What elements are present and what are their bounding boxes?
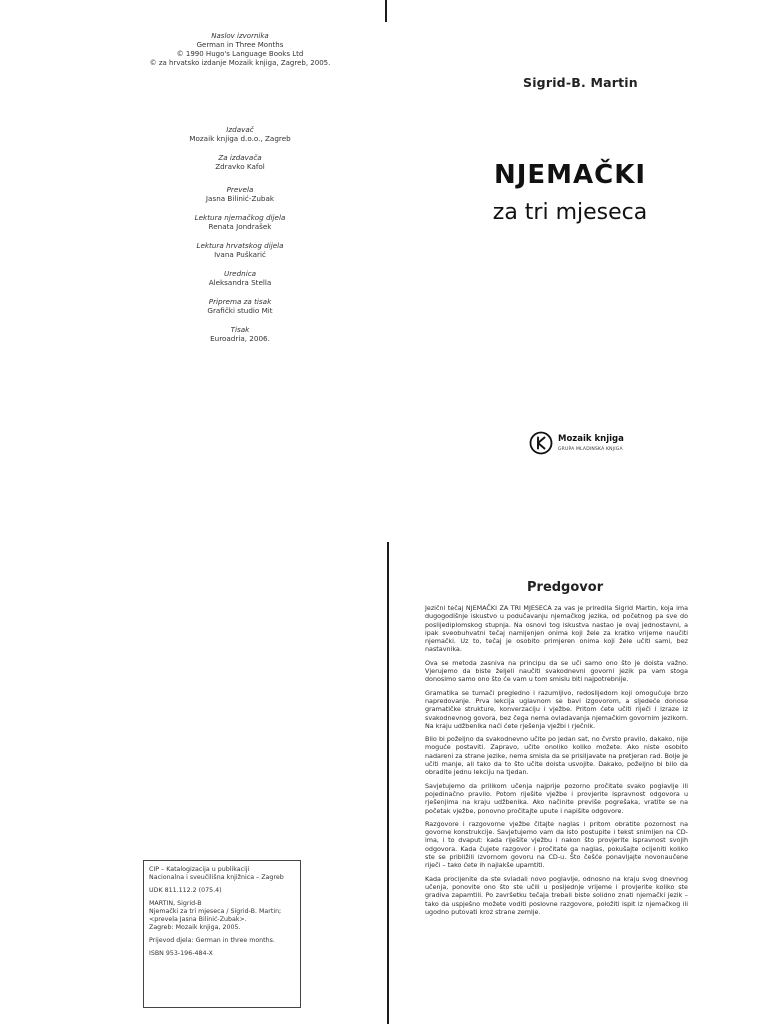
cip-line: Nacionalna i sveučilišna knjižnica – Zagreb (149, 874, 284, 881)
publisher-logo (529, 431, 649, 461)
cip-original-title (149, 937, 295, 945)
cip-isbn (149, 950, 295, 958)
credit-name: Ivana Puškarić (214, 250, 266, 259)
cip-udk (149, 887, 295, 895)
copyright-line-croatian: © za hrvatsko izdanje Mozaik knjiga, Zagreb, 2005. (149, 59, 331, 67)
preface-paragraph: Bilo bi poželjno da svakodnevno učite po jedan sat, no čvrsto pravilo, dakako, nije moguće postaviti. Zapravo, učite onoliko koliko možete. Ako niste osobito nadareni za strane jezike, nema smisla da se prisiljavate na pretjeran rad. Bolje je učiti manje, ali tako da to što učite doista usvojite. Dakako, poželjno bi bilo da obradite jednu lekciju na tjedan. (425, 735, 688, 777)
credit-role: Prevela (226, 185, 254, 194)
credit-name: Jasna Bilinić-Zubak (205, 194, 275, 203)
credit-role: Lektura hrvatskog dijela (196, 241, 284, 250)
bottom-spread (0, 512, 768, 1024)
credit-entry (130, 241, 350, 259)
page-gutter-line (385, 0, 387, 22)
original-title: German in Three Months (196, 41, 284, 49)
publisher-tagline: GRUPA MLADINSKA KNJIGA (558, 447, 623, 452)
imprint-header (130, 32, 350, 68)
author-name: Sigrid-B. Martin (523, 75, 638, 90)
credit-entry (130, 269, 350, 287)
original-title-label: Naslov izvornika (211, 32, 269, 40)
cip-line: Njemački za tri mjeseca / Sigrid-B. Martin; (149, 908, 282, 915)
credit-name: Zdravko Kafol (215, 162, 265, 171)
cip-isbn-text: ISBN 953-196-484-X (149, 950, 213, 957)
imprint-credits (130, 125, 350, 353)
cip-line: Zagreb: Mozaik knjiga, 2005. (149, 924, 241, 931)
credit-entry (130, 297, 350, 315)
preface-paragraph: Razgovore i razgovorne vježbe čitajte naglas i pritom obratite pozornost na govorne konstrukcije. Savjetujemo vam da isto postupite i tekst snimljen na CD-ima, i to dvaput: kada riješite vježbu i nakon što provjerite ispravnost svojih odgovora. Kada čujete razgovor i pročitate ga naglas, pokušajte ocijeniti koliko ste se približili izvornom govoru na CD-u. Što češće ponavljajte novonaučene riječi – tako ćete ih najlakše upamtiti. (425, 819, 688, 870)
credit-name: Euroadria, 2006. (210, 334, 270, 343)
preface-paragraph: Savjetujemo da prilikom učenja najprije pozorno pročitate svako poglavlje ili pojedinačno pravilo. Potom riješite vježbe i provjerite ispravnost odgovora u rješenjima na kraju udžbenika. Ako načinite previše pogrešaka, vratite se na početak vježbe, ponovno pročitajte upute i napišite odgovore. (425, 781, 688, 815)
cip-udk-text: UDK 811.112.2 (075.4) (149, 887, 222, 894)
book-title: NJEMAČKI (493, 160, 647, 190)
copyright-line: © 1990 Hugo's Language Books Ltd (176, 50, 304, 58)
credit-name: Mozaik knjiga d.o.o., Zagreb (189, 134, 291, 143)
preface-paragraph: Jezični tečaj NJEMAČKI ZA TRI MJESECA za vas je priredila Sigrid Martin, koja ima dugogodišnje iskustvo u podučavanju njemačkog jezika, od početnog pa sve do poslijediplomskog stupnja. Na osnovi tog iskustva nastao je ovaj jednostavni, a ipak sveobuhvatni tečaj namijenjen onima koji žele za kratko vrijeme naučiti njemački. Uz to, tečaj je osobito primjeren onima koji žele učiti sami, bez nastavnika. (425, 604, 688, 654)
preface-body (425, 604, 688, 921)
preface-paragraph: Ova se metoda zasniva na principu da se uči samo ono što je doista važno. Vjerujemo da biste željeli naučiti svakodnevni govorni jezik pa vam stoga donosimo samo ono što će vam u tom smislu biti najpotrebnije. (425, 658, 688, 684)
cip-header (149, 866, 295, 882)
credit-entry (130, 325, 350, 343)
credit-role: Tisak (230, 325, 250, 334)
cip-line: <prevela Jasna Bilinić-Zubak>. (149, 916, 247, 923)
credit-role: Izdavač (226, 125, 254, 134)
cip-original-title-text: Prijevod djela: German in three months. (149, 937, 275, 944)
cip-description (149, 900, 295, 932)
cip-record-box (143, 860, 301, 1008)
preface-paragraph: Gramatika se tumači pregledno i razumljivo, redoslijedom koji omogućuje brzo napredovanje. Prva lekcija uglavnom se bavi izgovorom, a sljedeće donose gramatičke strukture, konverzaciju i vježbe. Pritom ćete učiti riječi i izraze iz svakodnevnog govora, bez čega nema ovladavanja njemačkim govornim jezikom. Na kraju udžbenika naći ćete rješenja vježbi i rječnik. (425, 688, 688, 730)
credit-role: Za izdavača (218, 153, 262, 162)
credit-role: Urednica (223, 269, 257, 278)
book-subtitle: za tri mjeseca (492, 200, 648, 225)
cip-line: MARTIN, Sigrid-B (149, 900, 202, 907)
credit-entry (130, 213, 350, 231)
preface-title: Predgovor (527, 580, 604, 595)
preface-paragraph: Kada procijenite da ste svladali novo poglavlje, odnosno na kraju svog dnevnog učenja, ponovite ono što ste učili u posljednje vrijeme i provjerite koliko ste gradiva zapamtili. Po završetku tečaja trebali biste solidno znati njemački jezik – tako da uspješno možete voditi poslovne razgovore, položiti ispit iz njemačkog ili ugodno putovati kroz strane zemlje. (425, 874, 688, 916)
publisher-name: Mozaik knjiga (558, 434, 624, 444)
credit-entry (130, 185, 350, 203)
mozaik-knjiga-logo-icon (529, 431, 553, 455)
credit-role: Priprema za tisak (208, 297, 272, 306)
page-gutter-line (387, 542, 389, 1024)
credit-entry (130, 125, 350, 143)
credit-name: Grafički studio Mit (207, 306, 273, 315)
cip-line: CIP – Katalogizacija u publikaciji (149, 866, 250, 873)
credit-role: Lektura njemačkog dijela (194, 213, 286, 222)
credit-name: Renata Jondrašek (208, 222, 272, 231)
credit-name: Aleksandra Stella (208, 278, 272, 287)
credit-entry (130, 153, 350, 171)
